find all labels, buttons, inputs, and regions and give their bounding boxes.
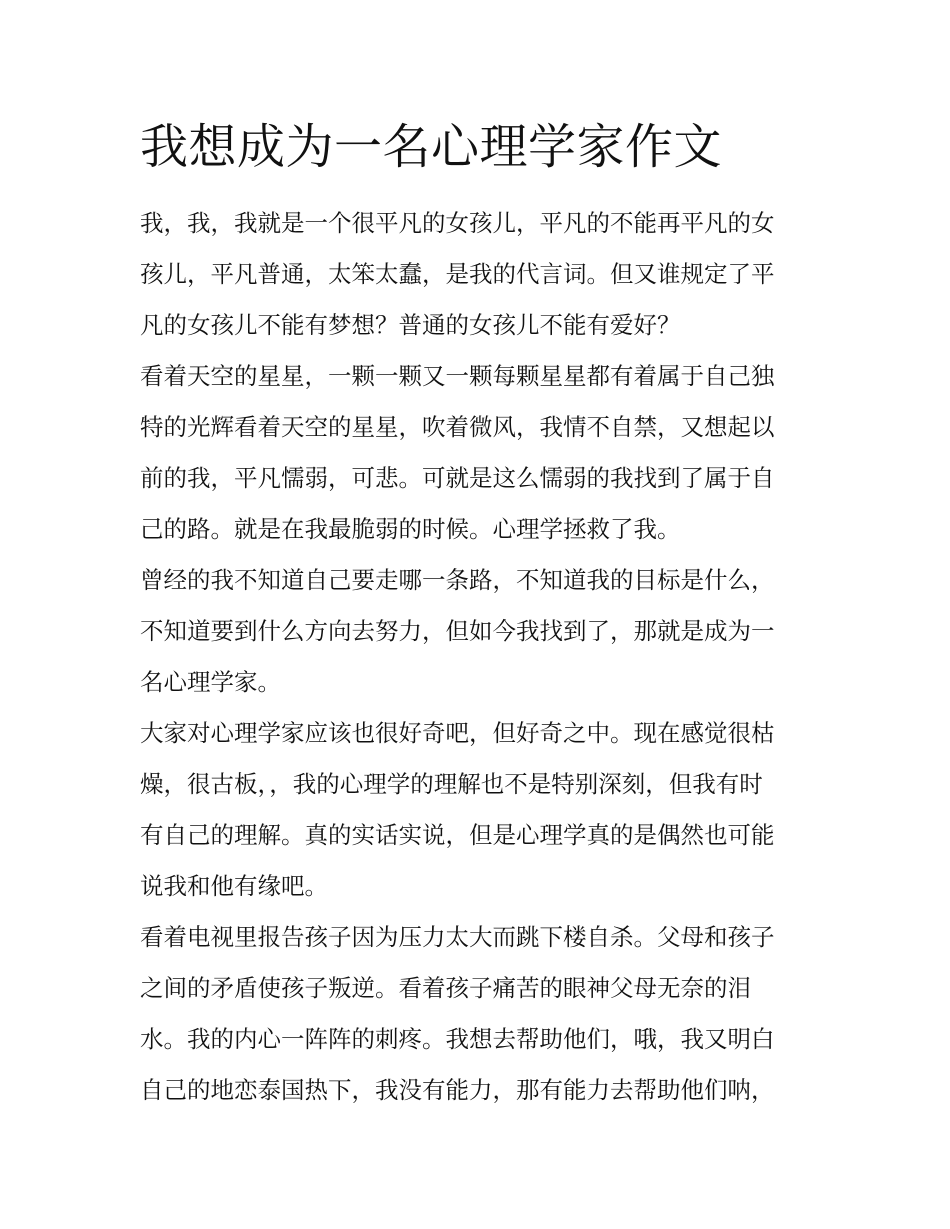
text-line: 凡的女孩儿不能有梦想？普通的女孩儿不能有爱好？ xyxy=(140,311,681,339)
page-title: 我想成为一名心理学家作文 xyxy=(140,119,723,175)
essay-body xyxy=(140,198,820,1116)
text-line: 名心理学家。 xyxy=(140,668,281,696)
text-line: 不知道要到什么方向去努力，但如今我找到了，那就是成为一 xyxy=(140,617,775,645)
text-line: 说我和他有缘吧。 xyxy=(140,872,328,900)
text-line: 水。我的内心一阵阵的刺疼。我想去帮助他们，哦，我又明白 xyxy=(140,1025,775,1053)
text-line: 曾经的我不知道自己要走哪一条路，不知道我的目标是什么， xyxy=(140,566,775,594)
text-line: 燥，很古板，，我的心理学的理解也不是特别深刻，但我有时 xyxy=(140,770,763,798)
text-line: 前的我，平凡懦弱，可悲。可就是这么懦弱的我找到了属于自 xyxy=(140,464,775,492)
text-line: 己的路。就是在我最脆弱的时候。心理学拯救了我。 xyxy=(140,515,681,543)
text-line: 大家对心理学家应该也很好奇吧，但好奇之中。现在感觉很枯 xyxy=(140,719,775,747)
text-line: 自己的地恋泰国热下，我没有能力，那有能力去帮助他们呐， xyxy=(140,1076,775,1104)
text-line: 有自己的理解。真的实话实说，但是心理学真的是偶然也可能 xyxy=(140,821,775,849)
text-line: 特的光辉看着天空的星星，吹着微风，我情不自禁，又想起以 xyxy=(140,413,775,441)
text-line: 之间的矛盾使孩子叛逆。看着孩子痛苦的眼神父母无奈的泪 xyxy=(140,974,751,1002)
text-line: 看着天空的星星，一颗一颗又一颗每颗星星都有着属于自己独 xyxy=(140,362,775,390)
text-line: 我，我，我就是一个很平凡的女孩儿，平凡的不能再平凡的女 xyxy=(140,209,775,237)
text-line: 孩儿，平凡普通，太笨太蠢，是我的代言词。但又谁规定了平 xyxy=(140,260,775,288)
text-line: 看着电视里报告孩子因为压力太大而跳下楼自杀。父母和孩子 xyxy=(140,923,775,951)
